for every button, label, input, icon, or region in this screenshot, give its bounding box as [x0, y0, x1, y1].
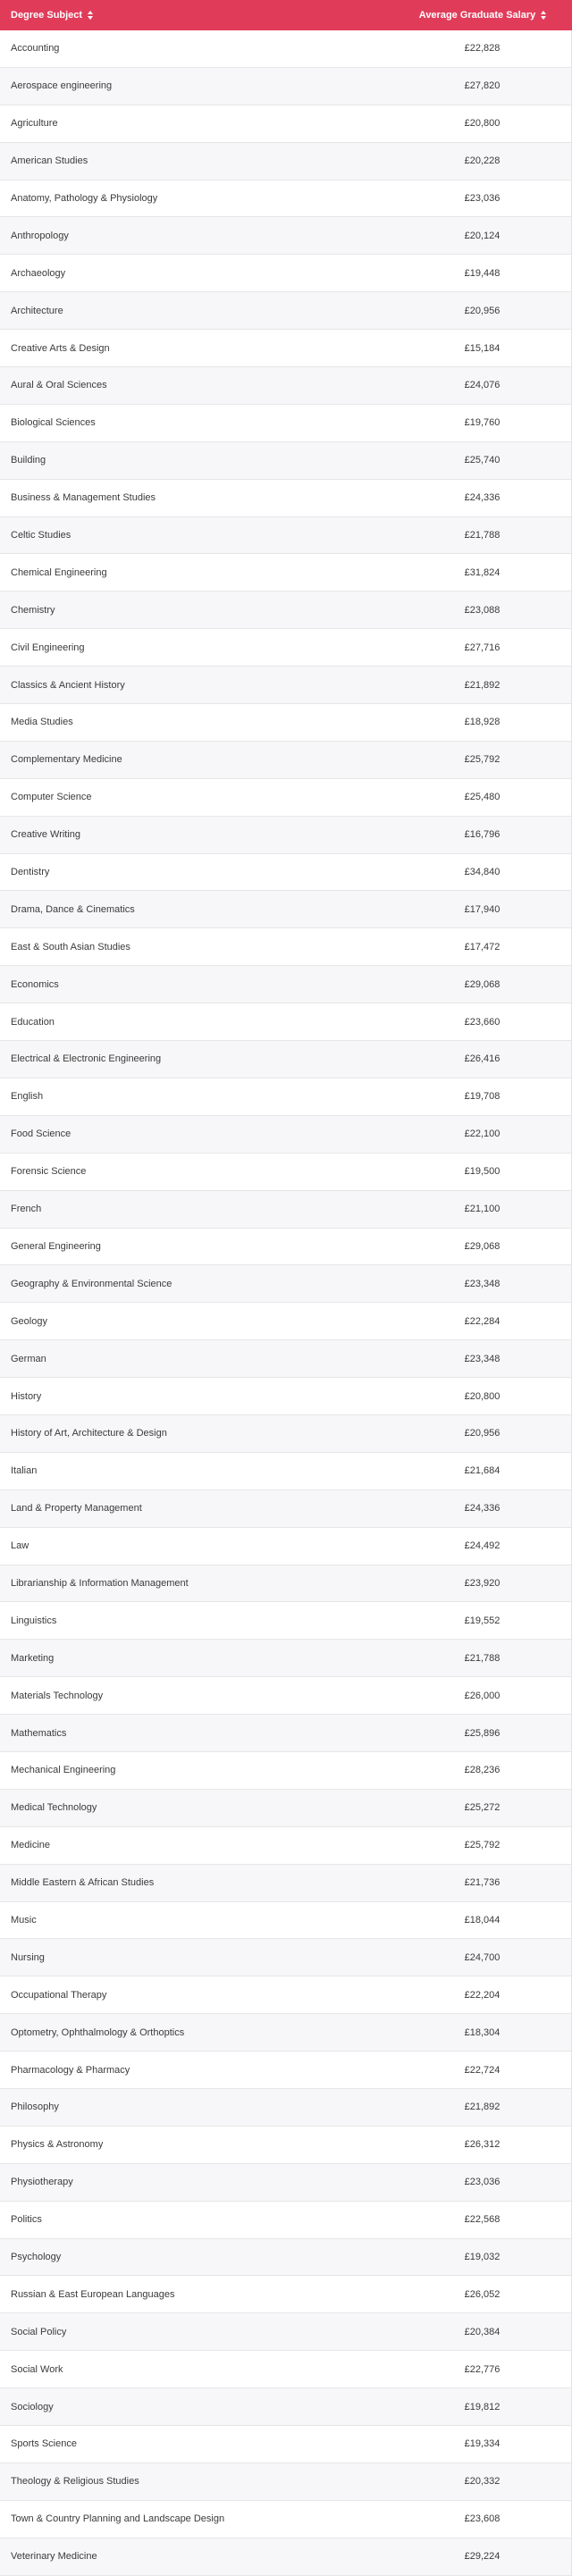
average-salary-cell: £25,896 [464, 1727, 500, 1739]
degree-subject-cell: Philosophy [11, 2102, 59, 2113]
average-salary-cell: £26,312 [464, 2139, 500, 2151]
average-salary-cell: £20,956 [464, 1428, 500, 1439]
average-salary-cell: £21,788 [464, 530, 500, 541]
average-salary-cell: £19,500 [464, 1166, 500, 1178]
degree-subject-cell: Theology & Religious Studies [11, 2476, 139, 2488]
average-salary-cell: £29,224 [464, 2551, 500, 2563]
average-salary-cell: £19,708 [464, 1091, 500, 1103]
degree-subject-cell: Italian [11, 1465, 38, 1477]
average-salary-cell: £20,384 [464, 2326, 500, 2337]
table-row [0, 667, 571, 704]
table-row [0, 854, 571, 892]
degree-subject-cell: Medical Technology [11, 1802, 97, 1814]
degree-subject-cell: Anatomy, Pathology & Physiology [11, 193, 158, 204]
degree-subject-cell: Aerospace engineering [11, 80, 113, 92]
table-row [0, 1340, 571, 1378]
table-row [0, 1528, 571, 1565]
average-salary-cell: £29,068 [464, 978, 500, 990]
table-row [0, 2388, 571, 2426]
degree-subject-cell: Middle Eastern & African Studies [11, 1877, 155, 1889]
degree-subject-cell: Business & Management Studies [11, 492, 156, 504]
table-row [0, 1116, 571, 1154]
sort-up-down-icon [88, 11, 93, 20]
table-row [0, 2202, 571, 2239]
average-salary-cell: £24,336 [464, 492, 500, 504]
average-salary-cell: £20,124 [464, 230, 500, 241]
degree-subject-cell: Physiotherapy [11, 2177, 73, 2188]
average-salary-cell: £27,716 [464, 642, 500, 653]
table-row [0, 1677, 571, 1715]
table-row [0, 143, 571, 180]
average-salary-cell: £22,100 [464, 1129, 500, 1140]
degree-subject-cell: Pharmacology & Pharmacy [11, 2064, 130, 2076]
average-salary-cell: £19,448 [464, 267, 500, 279]
average-salary-cell: £20,800 [464, 1390, 500, 1402]
sort-by-salary-button[interactable] [393, 10, 572, 21]
average-salary-cell: £18,044 [464, 1914, 500, 1926]
table-row [0, 2501, 571, 2538]
average-salary-cell: £20,332 [464, 2476, 500, 2488]
average-salary-cell: £23,348 [464, 1278, 500, 1289]
table-row [0, 966, 571, 1003]
degree-subject-cell: Music [11, 1914, 37, 1926]
degree-subject-cell: Education [11, 1016, 55, 1028]
average-salary-cell: £21,736 [464, 1877, 500, 1889]
average-salary-cell: £22,724 [464, 2064, 500, 2076]
degree-subject-cell: Civil Engineering [11, 642, 85, 653]
average-salary-cell: £22,284 [464, 1315, 500, 1327]
degree-subject-cell: Food Science [11, 1129, 72, 1140]
table-row [0, 217, 571, 255]
degree-subject-cell: Librarianship & Information Management [11, 1577, 189, 1589]
average-salary-cell: £22,568 [464, 2214, 500, 2226]
average-salary-cell: £34,840 [464, 867, 500, 878]
table-row [0, 742, 571, 779]
table-row [0, 1378, 571, 1415]
degree-subject-cell: Town & Country Planning and Landscape Design [11, 2513, 225, 2525]
degree-subject-cell: French [11, 1204, 42, 1215]
degree-subject-cell: Building [11, 455, 46, 466]
table-header [0, 0, 572, 30]
table-row [0, 1902, 571, 1940]
table-row [0, 2014, 571, 2052]
table-row [0, 592, 571, 629]
table-row [0, 2052, 571, 2089]
average-salary-cell: £17,472 [464, 941, 500, 952]
table-row [0, 1827, 571, 1865]
degree-subject-cell: Psychology [11, 2251, 62, 2262]
degree-subject-cell: Accounting [11, 43, 60, 55]
average-salary-cell: £23,036 [464, 193, 500, 204]
table-row [0, 2164, 571, 2202]
table-row [0, 180, 571, 218]
average-salary-cell: £19,812 [464, 2401, 500, 2412]
table-row [0, 105, 571, 143]
table-row [0, 1265, 571, 1303]
degree-subject-cell: Agriculture [11, 118, 58, 130]
table-row [0, 1453, 571, 1490]
table-row [0, 480, 571, 517]
average-salary-cell: £26,000 [464, 1690, 500, 1701]
table-row [0, 779, 571, 817]
average-salary-cell: £29,068 [464, 1240, 500, 1252]
degree-subject-cell: Mathematics [11, 1727, 67, 1739]
average-salary-cell: £25,480 [464, 792, 500, 803]
table-row [0, 30, 571, 68]
table-row [0, 1865, 571, 1902]
average-salary-cell: £24,076 [464, 380, 500, 391]
table-row [0, 517, 571, 555]
average-salary-cell: £25,740 [464, 455, 500, 466]
table-row [0, 1565, 571, 1603]
average-salary-cell: £21,892 [464, 2102, 500, 2113]
average-salary-cell: £22,828 [464, 43, 500, 55]
table-row [0, 554, 571, 592]
average-salary-cell: £31,824 [464, 566, 500, 578]
average-salary-cell: £18,304 [464, 2026, 500, 2038]
degree-subject-cell: History [11, 1390, 42, 1402]
degree-subject-cell: Physics & Astronomy [11, 2139, 104, 2151]
table-row [0, 1303, 571, 1340]
table-row [0, 2313, 571, 2351]
average-salary-cell: £22,204 [464, 1989, 500, 2001]
degree-subject-cell: Law [11, 1540, 29, 1552]
sort-by-subject-button[interactable] [0, 10, 393, 21]
degree-subject-cell: Aural & Oral Sciences [11, 380, 107, 391]
average-salary-cell: £15,184 [464, 342, 500, 354]
table-body [0, 30, 572, 2576]
average-salary-cell: £23,608 [464, 2513, 500, 2525]
average-salary-cell: £28,236 [464, 1765, 500, 1776]
table-row [0, 1229, 571, 1266]
degree-subject-cell: Russian & East European Languages [11, 2288, 175, 2300]
table-row [0, 1715, 571, 1752]
degree-subject-cell: Creative Arts & Design [11, 342, 110, 354]
table-row [0, 367, 571, 405]
degree-subject-cell: Social Policy [11, 2326, 67, 2337]
average-salary-cell: £18,928 [464, 717, 500, 728]
table-row [0, 2538, 571, 2576]
degree-subject-cell: General Engineering [11, 1240, 101, 1252]
table-row [0, 1415, 571, 1453]
degree-subject-cell: Sociology [11, 2401, 54, 2412]
average-salary-cell: £21,892 [464, 679, 500, 691]
average-salary-cell: £22,776 [464, 2363, 500, 2375]
average-salary-cell: £23,036 [464, 2177, 500, 2188]
average-salary-cell: £21,788 [464, 1652, 500, 1664]
table-row [0, 2239, 571, 2277]
degree-subject-cell: English [11, 1091, 44, 1103]
average-salary-cell: £21,684 [464, 1465, 500, 1477]
degree-subject-cell: Mechanical Engineering [11, 1765, 116, 1776]
degree-subject-cell: Drama, Dance & Cinematics [11, 903, 135, 915]
average-salary-cell: £23,088 [464, 604, 500, 616]
table-row [0, 1154, 571, 1191]
table-row [0, 1078, 571, 1116]
table-row [0, 928, 571, 966]
average-salary-cell: £24,700 [464, 1951, 500, 1963]
degree-subject-cell: Anthropology [11, 230, 69, 241]
average-salary-cell: £20,956 [464, 305, 500, 316]
average-salary-cell: £24,492 [464, 1540, 500, 1552]
degree-subject-cell: Occupational Therapy [11, 1989, 107, 2001]
average-salary-cell: £20,800 [464, 118, 500, 130]
degree-subject-cell: Electrical & Electronic Engineering [11, 1053, 162, 1065]
degree-subject-cell: Veterinary Medicine [11, 2551, 97, 2563]
average-salary-cell: £19,552 [464, 1615, 500, 1626]
degree-subject-cell: American Studies [11, 155, 88, 167]
table-row [0, 405, 571, 442]
table-row [0, 1976, 571, 2014]
average-salary-cell: £24,336 [464, 1503, 500, 1515]
average-salary-cell: £23,348 [464, 1353, 500, 1364]
degree-subject-cell: Biological Sciences [11, 417, 96, 429]
degree-subject-cell: Nursing [11, 1951, 45, 1963]
average-salary-cell: £21,100 [464, 1204, 500, 1215]
average-salary-cell: £17,940 [464, 903, 500, 915]
average-salary-cell: £23,660 [464, 1016, 500, 1028]
degree-subject-cell: Geography & Environmental Science [11, 1278, 172, 1289]
degree-subject-cell: Land & Property Management [11, 1503, 142, 1515]
average-salary-cell: £23,920 [464, 1577, 500, 1589]
table-row [0, 2276, 571, 2313]
degree-subject-cell: Marketing [11, 1652, 55, 1664]
degree-subject-cell: Economics [11, 978, 59, 990]
degree-subject-cell: Dentistry [11, 867, 50, 878]
table-row [0, 817, 571, 854]
table-row [0, 442, 571, 480]
table-row [0, 1939, 571, 1976]
table-row [0, 1752, 571, 1790]
table-row [0, 255, 571, 292]
table-row [0, 1041, 571, 1078]
degree-subject-cell: Geology [11, 1315, 47, 1327]
table-row [0, 704, 571, 742]
degree-subject-cell: Chemical Engineering [11, 566, 107, 578]
degree-subject-cell: Archaeology [11, 267, 66, 279]
degree-subject-cell: Optometry, Ophthalmology & Orthoptics [11, 2026, 185, 2038]
degree-subject-cell: Computer Science [11, 792, 92, 803]
degree-subject-cell: Sports Science [11, 2438, 77, 2450]
table-row [0, 1003, 571, 1041]
degree-subject-cell: Linguistics [11, 1615, 57, 1626]
table-row [0, 1640, 571, 1677]
column-header-subject: Degree Subject [11, 10, 83, 21]
degree-subject-cell: East & South Asian Studies [11, 941, 130, 952]
average-salary-cell: £27,820 [464, 80, 500, 92]
degree-subject-cell: Materials Technology [11, 1690, 104, 1701]
average-salary-cell: £25,272 [464, 1802, 500, 1814]
degree-subject-cell: Social Work [11, 2363, 63, 2375]
table-row [0, 1790, 571, 1827]
degree-subject-cell: Celtic Studies [11, 530, 72, 541]
degree-subject-cell: Medicine [11, 1840, 51, 1851]
degree-subject-cell: Complementary Medicine [11, 754, 122, 766]
table-row [0, 629, 571, 667]
average-salary-cell: £26,416 [464, 1053, 500, 1065]
sort-up-down-icon [541, 11, 546, 20]
average-salary-cell: £19,334 [464, 2438, 500, 2450]
table-row [0, 1490, 571, 1528]
degree-subject-cell: German [11, 1353, 46, 1364]
table-row [0, 1602, 571, 1640]
table-row [0, 68, 571, 105]
degree-subject-cell: Chemistry [11, 604, 55, 616]
average-salary-cell: £19,760 [464, 417, 500, 429]
table-row [0, 330, 571, 367]
table-row [0, 2463, 571, 2501]
average-salary-cell: £25,792 [464, 754, 500, 766]
average-salary-cell: £20,228 [464, 155, 500, 167]
degree-subject-cell: Classics & Ancient History [11, 679, 125, 691]
degree-subject-cell: Media Studies [11, 717, 73, 728]
table-row [0, 891, 571, 928]
column-header-salary: Average Graduate Salary [418, 10, 536, 21]
degree-subject-cell: Politics [11, 2214, 42, 2226]
degree-subject-cell: Creative Writing [11, 829, 81, 841]
average-salary-cell: £26,052 [464, 2288, 500, 2300]
degree-subject-cell: History of Art, Architecture & Design [11, 1428, 167, 1439]
average-salary-cell: £16,796 [464, 829, 500, 841]
table-row [0, 2127, 571, 2164]
degree-subject-cell: Architecture [11, 305, 63, 316]
table-row [0, 2089, 571, 2127]
degree-subject-cell: Forensic Science [11, 1166, 87, 1178]
table-row [0, 2426, 571, 2463]
table-row [0, 292, 571, 330]
table-row [0, 2351, 571, 2388]
table-row [0, 1191, 571, 1229]
average-salary-cell: £25,792 [464, 1840, 500, 1851]
average-salary-cell: £19,032 [464, 2251, 500, 2262]
